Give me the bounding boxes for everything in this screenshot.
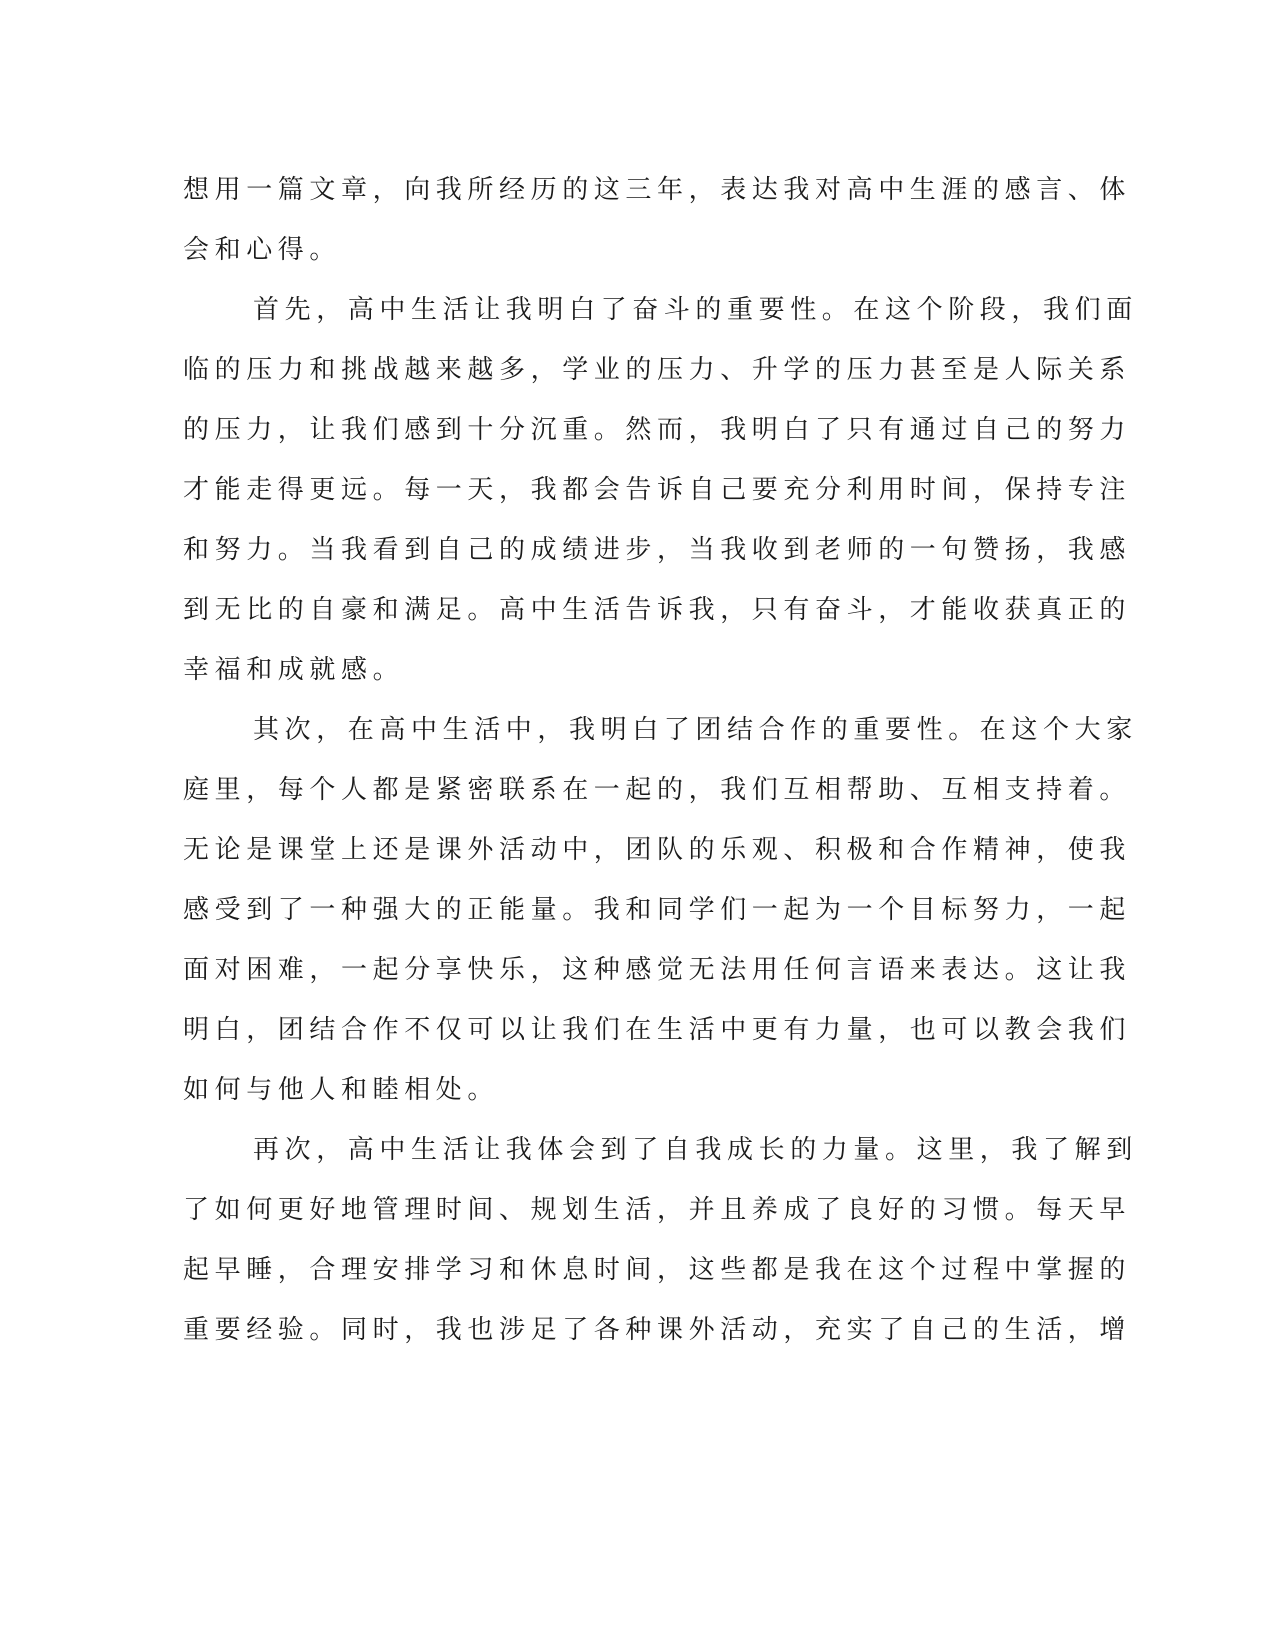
text-line: 面对困难，一起分享快乐，这种感觉无法用任何言语来表达。这让我 [183,955,1132,985]
text-line: 起早睡，合理安排学习和休息时间，这些都是我在这个过程中掌握的 [183,1255,1132,1285]
text-line: 临的压力和挑战越来越多，学业的压力、升学的压力甚至是人际关系 [183,355,1132,385]
text-line: 到无比的自豪和满足。高中生活告诉我，只有奋斗，才能收获真正的 [183,595,1132,625]
text-line: 才能走得更远。每一天，我都会告诉自己要充分利用时间，保持专注 [183,475,1132,505]
text-line: 无论是课堂上还是课外活动中，团队的乐观、积极和合作精神，使我 [183,835,1132,865]
text-line: 庭里，每个人都是紧密联系在一起的，我们互相帮助、互相支持着。 [183,775,1132,805]
text-line: 明白，团结合作不仅可以让我们在生活中更有力量，也可以教会我们 [183,1015,1132,1045]
text-line: 会和心得。 [183,235,342,265]
document-body [183,160,1138,1360]
text-line: 和努力。当我看到自己的成绩进步，当我收到老师的一句赞扬，我感 [183,535,1132,565]
paragraph-first-line: 再次，高中生活让我体会到了自我成长的力量。这里，我了解到 [253,1135,1138,1165]
paragraph-first-line: 其次，在高中生活中，我明白了团结合作的重要性。在这个大家 [253,715,1138,745]
text-line: 重要经验。同时，我也涉足了各种课外活动，充实了自己的生活，增 [183,1315,1132,1345]
text-line: 想用一篇文章，向我所经历的这三年，表达我对高中生涯的感言、体 [183,175,1132,205]
text-line: 幸福和成就感。 [183,655,405,685]
text-line: 的压力，让我们感到十分沉重。然而，我明白了只有通过自己的努力 [183,415,1132,445]
text-line: 感受到了一种强大的正能量。我和同学们一起为一个目标努力，一起 [183,895,1132,925]
paragraph-first-line: 首先，高中生活让我明白了奋斗的重要性。在这个阶段，我们面 [253,295,1138,325]
text-line: 如何与他人和睦相处。 [183,1075,500,1105]
text-line: 了如何更好地管理时间、规划生活，并且养成了良好的习惯。每天早 [183,1195,1132,1225]
